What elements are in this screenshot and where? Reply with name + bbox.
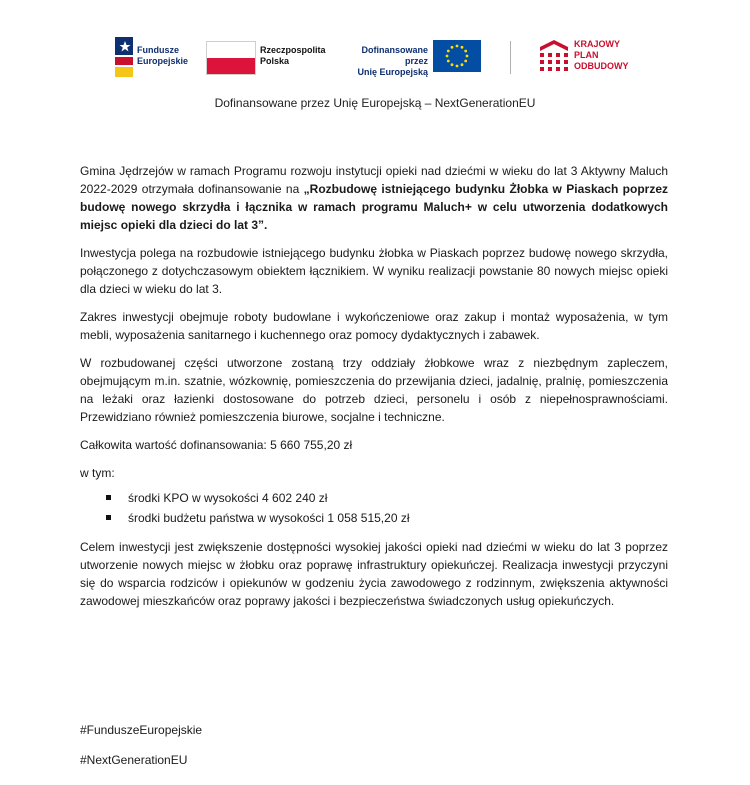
fundusze-europejskie-logo [111, 30, 197, 84]
eu-funding-logo [340, 30, 485, 84]
rp-line2: Polska [260, 56, 290, 66]
bullet-square-icon [106, 515, 111, 520]
paragraph-goal: Celem inwestycji jest zwiększenie dostępności wysokiej jakości opieki nad dziećmi w wieku do lat 3 poprzez utworzenie nowych miejsc w żłobku oraz poprawę infrastruktury opiekuńczej. Realizacja inwestycji przyczyni się do wsparcia rodziców i opiekunów w godzeniu życia zawodowego z rodzinnym, zwiększenia aktywności zawodowej mieszkańców oraz poprawy jakości i bezpieczeństwa świadczonych usług opiekuńczych. [80, 540, 668, 608]
fundusze-europejskie-text [137, 45, 188, 67]
paragraph-rooms: W rozbudowanej części utworzone zostaną trzy oddziały żłobkowe wraz z niezbędnym zapleczem, obejmującym m.in. szatnie, wózkownię, pomieszczenia do przewijania dzieci, jadalnię, pralnię, pomieszczenia na leżaki oraz łazienki dostosowane do potrzeb dzieci, personelu i osób z niepełnosprawnościami. Przewidziano również pomieszczenia biurowe, socjalne i techniczne. [80, 356, 668, 424]
list-item-text: środki KPO w wysokości 4 602 240 zł [128, 491, 328, 505]
hashtag-fundusze: #FunduszeEuropejskie [80, 723, 203, 737]
ue-line2: Unię Europejską [357, 67, 428, 77]
logo-divider [510, 41, 511, 74]
kpo-text [574, 39, 629, 72]
krajowy-plan-odbudowy-logo [539, 30, 649, 84]
rp-line1: Rzeczpospolita [260, 45, 326, 55]
paragraph-investment: Inwestycja polega na rozbudowie istniejącego budynku żłobka w Piaskach poprzez budowę nowego skrzydła, połączonego z dotychczasowym obiektem łącznikiem. W wyniku realizacji powstanie 80 nowych miejsc opieki dla dzieci w wieku do lat 3. [80, 246, 668, 296]
funding-breakdown-list [80, 488, 668, 528]
kpo-line2: PLAN [574, 50, 599, 60]
list-item [80, 508, 668, 528]
fe-line2: Europejskie [137, 56, 189, 66]
rzeczpospolita-polska-logo [205, 30, 330, 84]
funding-subtitle: Dofinansowane przez Unię Europejską – NextGenerationEU [214, 96, 536, 110]
paragraph-scope: Zakres inwestycji obejmuje roboty budowlane i wykończeniowe oraz zakup i montaż wyposażenia, w tym mebli, wyposażenia sanitarnego i kuchennego oraz pomocy dydaktycznych i zabawek. [80, 310, 668, 342]
fe-line1: Fundusze [137, 45, 179, 55]
poland-flag-icon [206, 41, 256, 75]
fundusze-europejskie-icon [111, 35, 135, 79]
intro-text: Gmina Jędrzejów w ramach Programu rozwoju instytucji opieki nad dziećmi w wieku do lat 3 Aktywny Maluch 2022-2029 otrzymała dofinansowanie na [80, 164, 668, 196]
document-body [80, 162, 668, 620]
eu-funding-text [340, 45, 428, 78]
list-item [80, 488, 668, 508]
hashtag-nextgen: #NextGenerationEU [80, 753, 188, 767]
kpo-icon [539, 39, 569, 75]
in-that-label: w tym: [80, 466, 115, 480]
ue-line1: Dofinansowane przez [361, 45, 428, 66]
logo-bar [0, 30, 750, 84]
kpo-line1: KRAJOWY [574, 39, 621, 49]
kpo-line3: ODBUDOWY [574, 61, 629, 71]
paragraph-intro [80, 162, 668, 234]
rzeczpospolita-text [260, 45, 326, 67]
list-item-text: środki budżetu państwa w wysokości 1 058 515,20 zł [128, 511, 410, 525]
bullet-square-icon [106, 495, 111, 500]
total-funding: Całkowita wartość dofinansowania: 5 660 755,20 zł [80, 438, 353, 452]
eu-flag-icon [433, 40, 481, 72]
project-title: „Rozbudowę istniejącego budynku Żłobka w Piaskach poprzez budowę nowego skrzydła i łącznika w ramach programu Maluch+ w celu utworzenia dodatkowych miejsc opieki dla dzieci do lat 3”. [80, 182, 669, 232]
